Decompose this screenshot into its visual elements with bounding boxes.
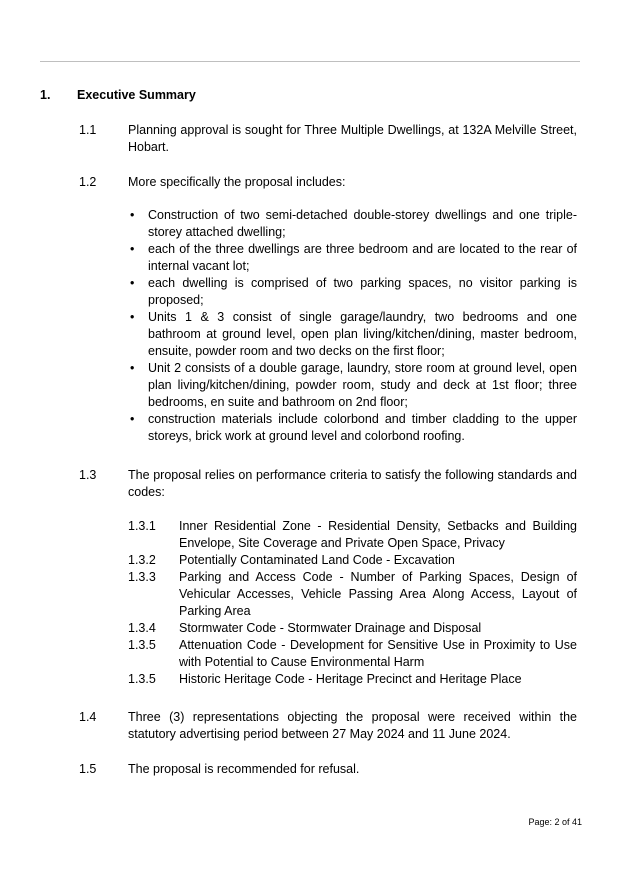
item-number: 1.1	[79, 123, 97, 137]
code-number: 1.3.1	[128, 519, 156, 533]
list-item	[128, 552, 577, 569]
item-text: Planning approval is sought for Three Multiple Dwellings, at 132A Melville Street, Hobart.	[128, 123, 577, 154]
page-number: Page: 2 of 41	[528, 817, 582, 827]
item-number: 1.2	[79, 175, 97, 189]
item-number: 1.4	[79, 710, 97, 724]
codes-list	[128, 518, 577, 688]
section-number: 1.	[40, 88, 51, 102]
code-text: Stormwater Code - Stormwater Drainage and Disposal	[179, 621, 482, 635]
list-item: • Construction of two semi-detached double-storey dwellings and one triple-storey attached dwelling;	[128, 207, 577, 241]
list-item: • Units 1 & 3 consist of single garage/laundry, two bedrooms and one bathroom at ground level, open plan living/kitchen/dining, master bedroom, ensuite, powder room and two decks on the first floor;	[128, 309, 577, 360]
list-item	[128, 620, 577, 637]
list-item: • Unit 2 consists of a double garage, laundry, store room at ground level, open plan living/kitchen/dining, powder room, study and deck at 1st floor; three bedrooms, en suite and bathroom on 2nd floor;	[128, 360, 577, 411]
list-item	[128, 518, 577, 552]
code-number: 1.3.3	[128, 570, 156, 584]
proposal-bullet-list	[128, 207, 577, 445]
code-text: Attenuation Code - Development for Sensitive Use in Proximity to Use with Potential to Cause Environmental Harm	[179, 638, 577, 669]
code-number: 1.3.5	[128, 638, 156, 652]
code-text: Historic Heritage Code - Heritage Precinct and Heritage Place	[179, 672, 522, 686]
header-rule	[40, 61, 580, 62]
list-item	[128, 637, 577, 671]
section-title: Executive Summary	[77, 88, 196, 102]
item-text: The proposal is recommended for refusal.	[128, 762, 360, 776]
code-number: 1.3.4	[128, 621, 156, 635]
item-number: 1.3	[79, 468, 97, 482]
item-text: The proposal relies on performance criteria to satisfy the following standards and codes:	[128, 468, 577, 499]
item-number: 1.5	[79, 762, 97, 776]
code-number: 1.3.5	[128, 672, 156, 686]
list-item	[128, 671, 577, 688]
item-text: More specifically the proposal includes:	[128, 175, 346, 189]
code-number: 1.3.2	[128, 553, 156, 567]
item-text: Three (3) representations objecting the proposal were received within the statutory advertising period between 27 May 2024 and 11 June 2024.	[128, 710, 577, 741]
code-text: Potentially Contaminated Land Code - Excavation	[179, 553, 455, 567]
list-item: • construction materials include colorbond and timber cladding to the upper storeys, brick work at ground level and colorbond roofing.	[128, 411, 577, 445]
list-item: • each dwelling is comprised of two parking spaces, no visitor parking is proposed;	[128, 275, 577, 309]
list-item	[128, 569, 577, 620]
code-text: Parking and Access Code - Number of Parking Spaces, Design of Vehicular Accesses, Vehicle Passing Area Along Access, Layout of Parking Area	[179, 570, 577, 618]
list-item: • each of the three dwellings are three bedroom and are located to the rear of internal vacant lot;	[128, 241, 577, 275]
code-text: Inner Residential Zone - Residential Density, Setbacks and Building Envelope, Site Coverage and Private Open Space, Privacy	[179, 519, 577, 550]
